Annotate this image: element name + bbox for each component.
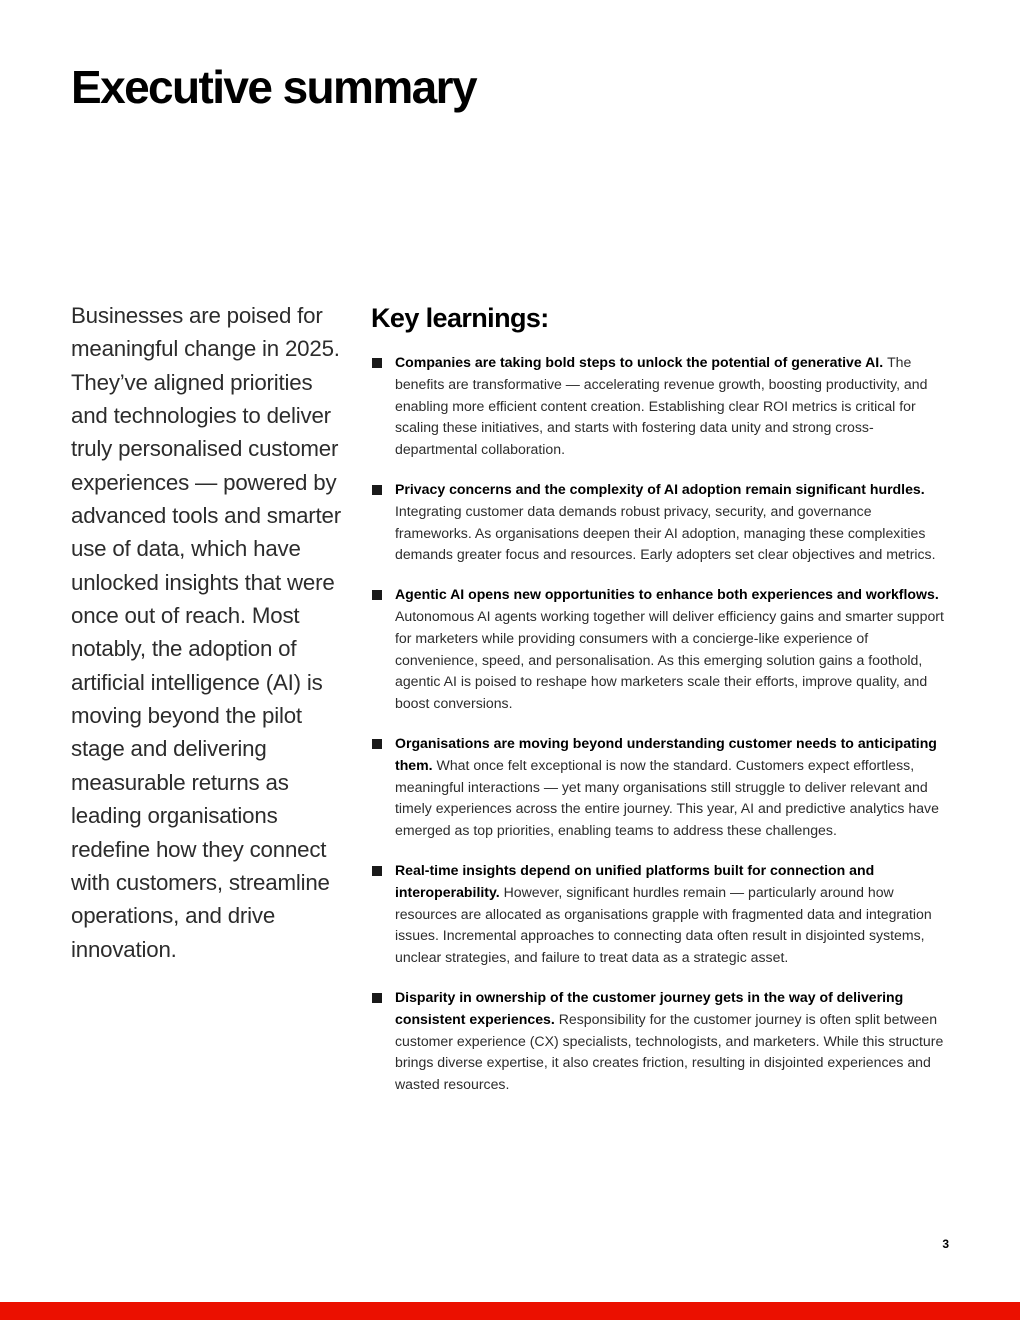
key-learnings-list	[371, 352, 951, 1096]
key-learning-item	[371, 733, 951, 842]
key-learning-lead: Organisations are moving beyond understanding customer needs to anticipating them.	[395, 734, 937, 773]
square-bullet-icon	[372, 358, 382, 368]
key-learning-body: However, significant hurdles remain — particularly around how resources are allocated as organisations grapple with fragmented data and integration issues. Incremental approaches to connecting data often result in disjointed systems, unclear strategies, and failure to treat data as a strategic asset.	[395, 883, 932, 966]
key-learning-lead: Companies are taking bold steps to unlock the potential of generative AI.	[395, 354, 888, 370]
key-learnings-section	[371, 300, 951, 1114]
footer-accent-bar	[0, 1302, 1020, 1320]
key-learning-body: The benefits are transformative — accelerating revenue growth, boosting productivity, and enabling more efficient content creation. Establishing clear ROI metrics is critical for scaling these initiatives, and starts with fostering data unity and strong cross-departmental collaboration.	[395, 354, 928, 458]
key-learning-lead: Agentic AI opens new opportunities to enhance both experiences and workflows.	[395, 586, 939, 603]
key-learning-item	[371, 479, 951, 566]
key-learning-item	[371, 987, 951, 1096]
key-learning-lead: Real-time insights depend on unified platforms built for connection and interoperability.	[395, 861, 875, 900]
square-bullet-icon	[372, 866, 382, 876]
square-bullet-icon	[372, 739, 382, 749]
page-title: Executive summary	[71, 61, 476, 113]
key-learning-lead: Privacy concerns and the complexity of AI adoption remain significant hurdles.	[395, 480, 925, 497]
page-number: 3	[942, 1237, 949, 1251]
key-learning-body: Responsibility for the customer journey is often split between customer experience (CX) specialists, technologists, and marketers. While this structure brings diverse expertise, it also creates friction, resulting in disjointed experiences and wasted resources.	[395, 1010, 944, 1093]
key-learning-body: Integrating customer data demands robust privacy, security, and governance frameworks. As organisations deepen their AI adoption, managing these complexities demands greater focus and resources. Early adopters set clear objectives and metrics.	[395, 502, 936, 563]
key-learnings-heading: Key learnings:	[371, 303, 549, 333]
key-learning-lead: Disparity in ownership of the customer journey gets in the way of delivering consistent experiences.	[395, 988, 904, 1027]
square-bullet-icon	[372, 485, 382, 495]
key-learning-item	[371, 352, 951, 461]
intro-paragraph: Businesses are poised for meaningful change in 2025. They’ve aligned priorities and technologies to deliver truly personalised customer experiences — powered by advanced tools and smarter use of data, which have unlocked insights that were once out of reach. Most notably, the adoption of artificial intelligence (AI) is moving beyond the pilot stage and delivering measurable returns as leading organisations redefine how they connect with customers, streamline operations, and drive innovation.	[71, 303, 341, 962]
key-learning-item	[371, 860, 951, 969]
square-bullet-icon	[372, 993, 382, 1003]
key-learning-item	[371, 584, 951, 715]
key-learning-body: What once felt exceptional is now the standard. Customers expect effortless, meaningful interactions — yet many organisations still struggle to deliver relevant and timely experiences across the entire journey. This year, AI and predictive analytics have emerged as top priorities, enabling teams to address these challenges.	[395, 756, 939, 839]
key-learning-body: Autonomous AI agents working together will deliver efficiency gains and smarter support for marketers while providing consumers with a concierge-like experience of convenience, speed, and personalisation. As this emerging solution gains a foothold, agentic AI is poised to reshape how marketers scale their efforts, improve quality, and boost conversions.	[395, 607, 944, 712]
square-bullet-icon	[372, 590, 382, 600]
